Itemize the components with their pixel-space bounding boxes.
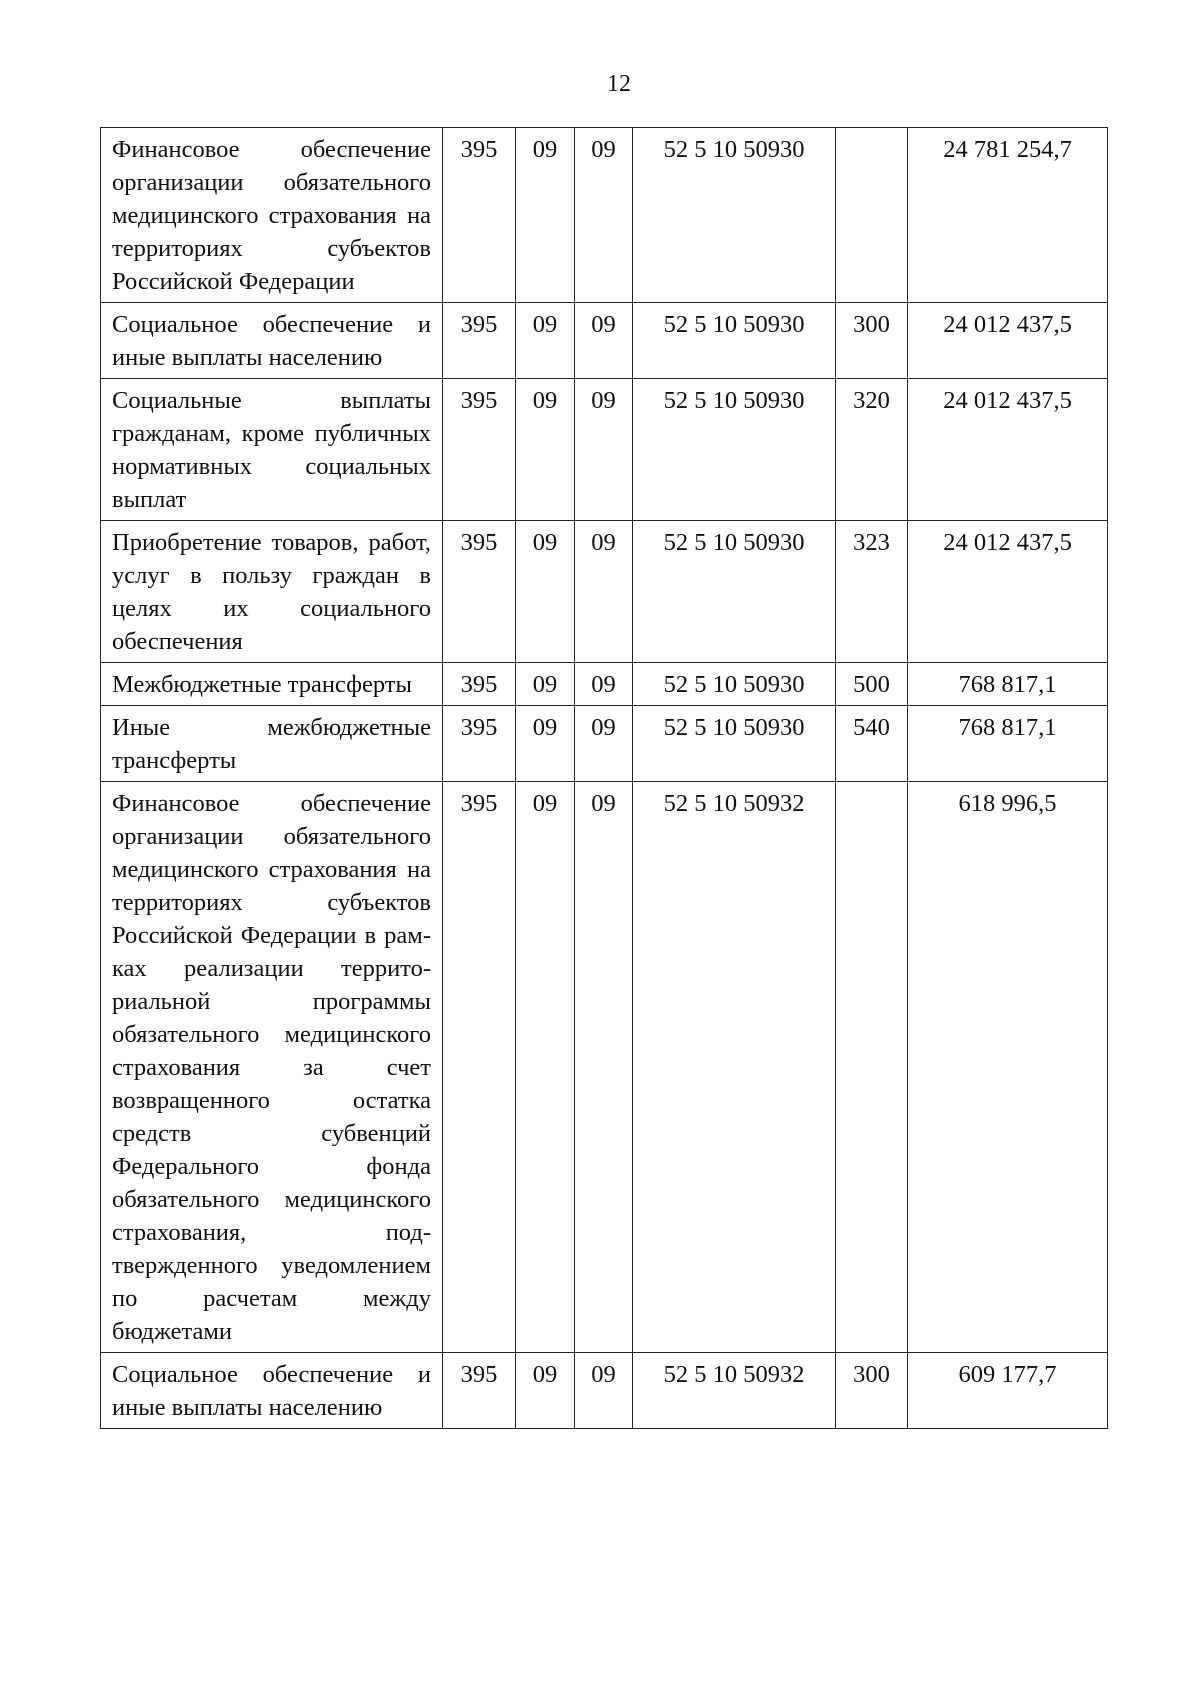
expense-type-code-cell [836, 782, 908, 1353]
amount-cell: 24 781 254,7 [908, 128, 1108, 303]
table-row [101, 303, 1108, 379]
table-row [101, 521, 1108, 663]
target-article-code-cell: 52 5 10 50930 [633, 663, 836, 706]
section-code-cell: 09 [516, 1353, 575, 1429]
table-row [101, 663, 1108, 706]
subsection-code-cell: 09 [575, 521, 633, 663]
section-code-cell: 09 [516, 663, 575, 706]
table-row [101, 379, 1108, 521]
subsection-code-cell: 09 [575, 128, 633, 303]
amount-cell: 618 996,5 [908, 782, 1108, 1353]
expense-type-code-cell: 500 [836, 663, 908, 706]
amount-cell: 609 177,7 [908, 1353, 1108, 1429]
expense-type-code-cell [836, 128, 908, 303]
table-row [101, 1353, 1108, 1429]
budget-table [100, 127, 1108, 1429]
target-article-code-cell: 52 5 10 50930 [633, 303, 836, 379]
amount-cell: 24 012 437,5 [908, 379, 1108, 521]
section-code-cell: 09 [516, 706, 575, 782]
page-number: 12 [607, 71, 631, 97]
expense-name-cell: Приобретение товаров, работ, услуг в пользу граждан в целях их социального обеспечения [101, 521, 443, 663]
target-article-code-cell: 52 5 10 50930 [633, 379, 836, 521]
expense-type-code-cell: 540 [836, 706, 908, 782]
expense-name-cell: Финансовое обеспечение организации обязательного медицинского страхования на территориях субъектов Российской Федерации [101, 128, 443, 303]
department-code-cell: 395 [443, 521, 516, 663]
expense-name-cell: Финансовое обеспечение организации обязательного медицинского страхования на территориях субъектов Российской Федерации в рамках реализации территориальной программы обязательного медицинского страхования за счет возвращенного остатка средств субвенций Федерального фонда обязательного медицинского страхования, подтвержденного уведомлением по расчетам между бюджетами [101, 782, 443, 1353]
expense-type-code-cell: 323 [836, 521, 908, 663]
expense-name-cell: Социальное обеспечение и иные выплаты населению [101, 1353, 443, 1429]
department-code-cell: 395 [443, 706, 516, 782]
amount-cell: 768 817,1 [908, 663, 1108, 706]
target-article-code-cell: 52 5 10 50930 [633, 706, 836, 782]
table-row [101, 128, 1108, 303]
subsection-code-cell: 09 [575, 663, 633, 706]
expense-name-cell: Межбюджетные трансферты [101, 663, 443, 706]
expense-type-code-cell: 320 [836, 379, 908, 521]
expense-type-code-cell: 300 [836, 1353, 908, 1429]
expense-type-code-cell: 300 [836, 303, 908, 379]
department-code-cell: 395 [443, 128, 516, 303]
target-article-code-cell: 52 5 10 50932 [633, 782, 836, 1353]
subsection-code-cell: 09 [575, 1353, 633, 1429]
subsection-code-cell: 09 [575, 782, 633, 1353]
department-code-cell: 395 [443, 303, 516, 379]
section-code-cell: 09 [516, 782, 575, 1353]
amount-cell: 768 817,1 [908, 706, 1108, 782]
target-article-code-cell: 52 5 10 50930 [633, 521, 836, 663]
section-code-cell: 09 [516, 303, 575, 379]
department-code-cell: 395 [443, 379, 516, 521]
department-code-cell: 395 [443, 782, 516, 1353]
amount-cell: 24 012 437,5 [908, 521, 1108, 663]
table-row [101, 706, 1108, 782]
subsection-code-cell: 09 [575, 303, 633, 379]
subsection-code-cell: 09 [575, 706, 633, 782]
section-code-cell: 09 [516, 521, 575, 663]
subsection-code-cell: 09 [575, 379, 633, 521]
target-article-code-cell: 52 5 10 50932 [633, 1353, 836, 1429]
department-code-cell: 395 [443, 1353, 516, 1429]
table-row [101, 782, 1108, 1353]
department-code-cell: 395 [443, 663, 516, 706]
section-code-cell: 09 [516, 128, 575, 303]
budget-table-body [101, 128, 1108, 1429]
expense-name-cell: Социальные выплаты гражданам, кроме публичных нормативных социальных выплат [101, 379, 443, 521]
expense-name-cell: Социальное обеспечение и иные выплаты населению [101, 303, 443, 379]
amount-cell: 24 012 437,5 [908, 303, 1108, 379]
expense-name-cell: Иные межбюджетные трансферты [101, 706, 443, 782]
section-code-cell: 09 [516, 379, 575, 521]
target-article-code-cell: 52 5 10 50930 [633, 128, 836, 303]
